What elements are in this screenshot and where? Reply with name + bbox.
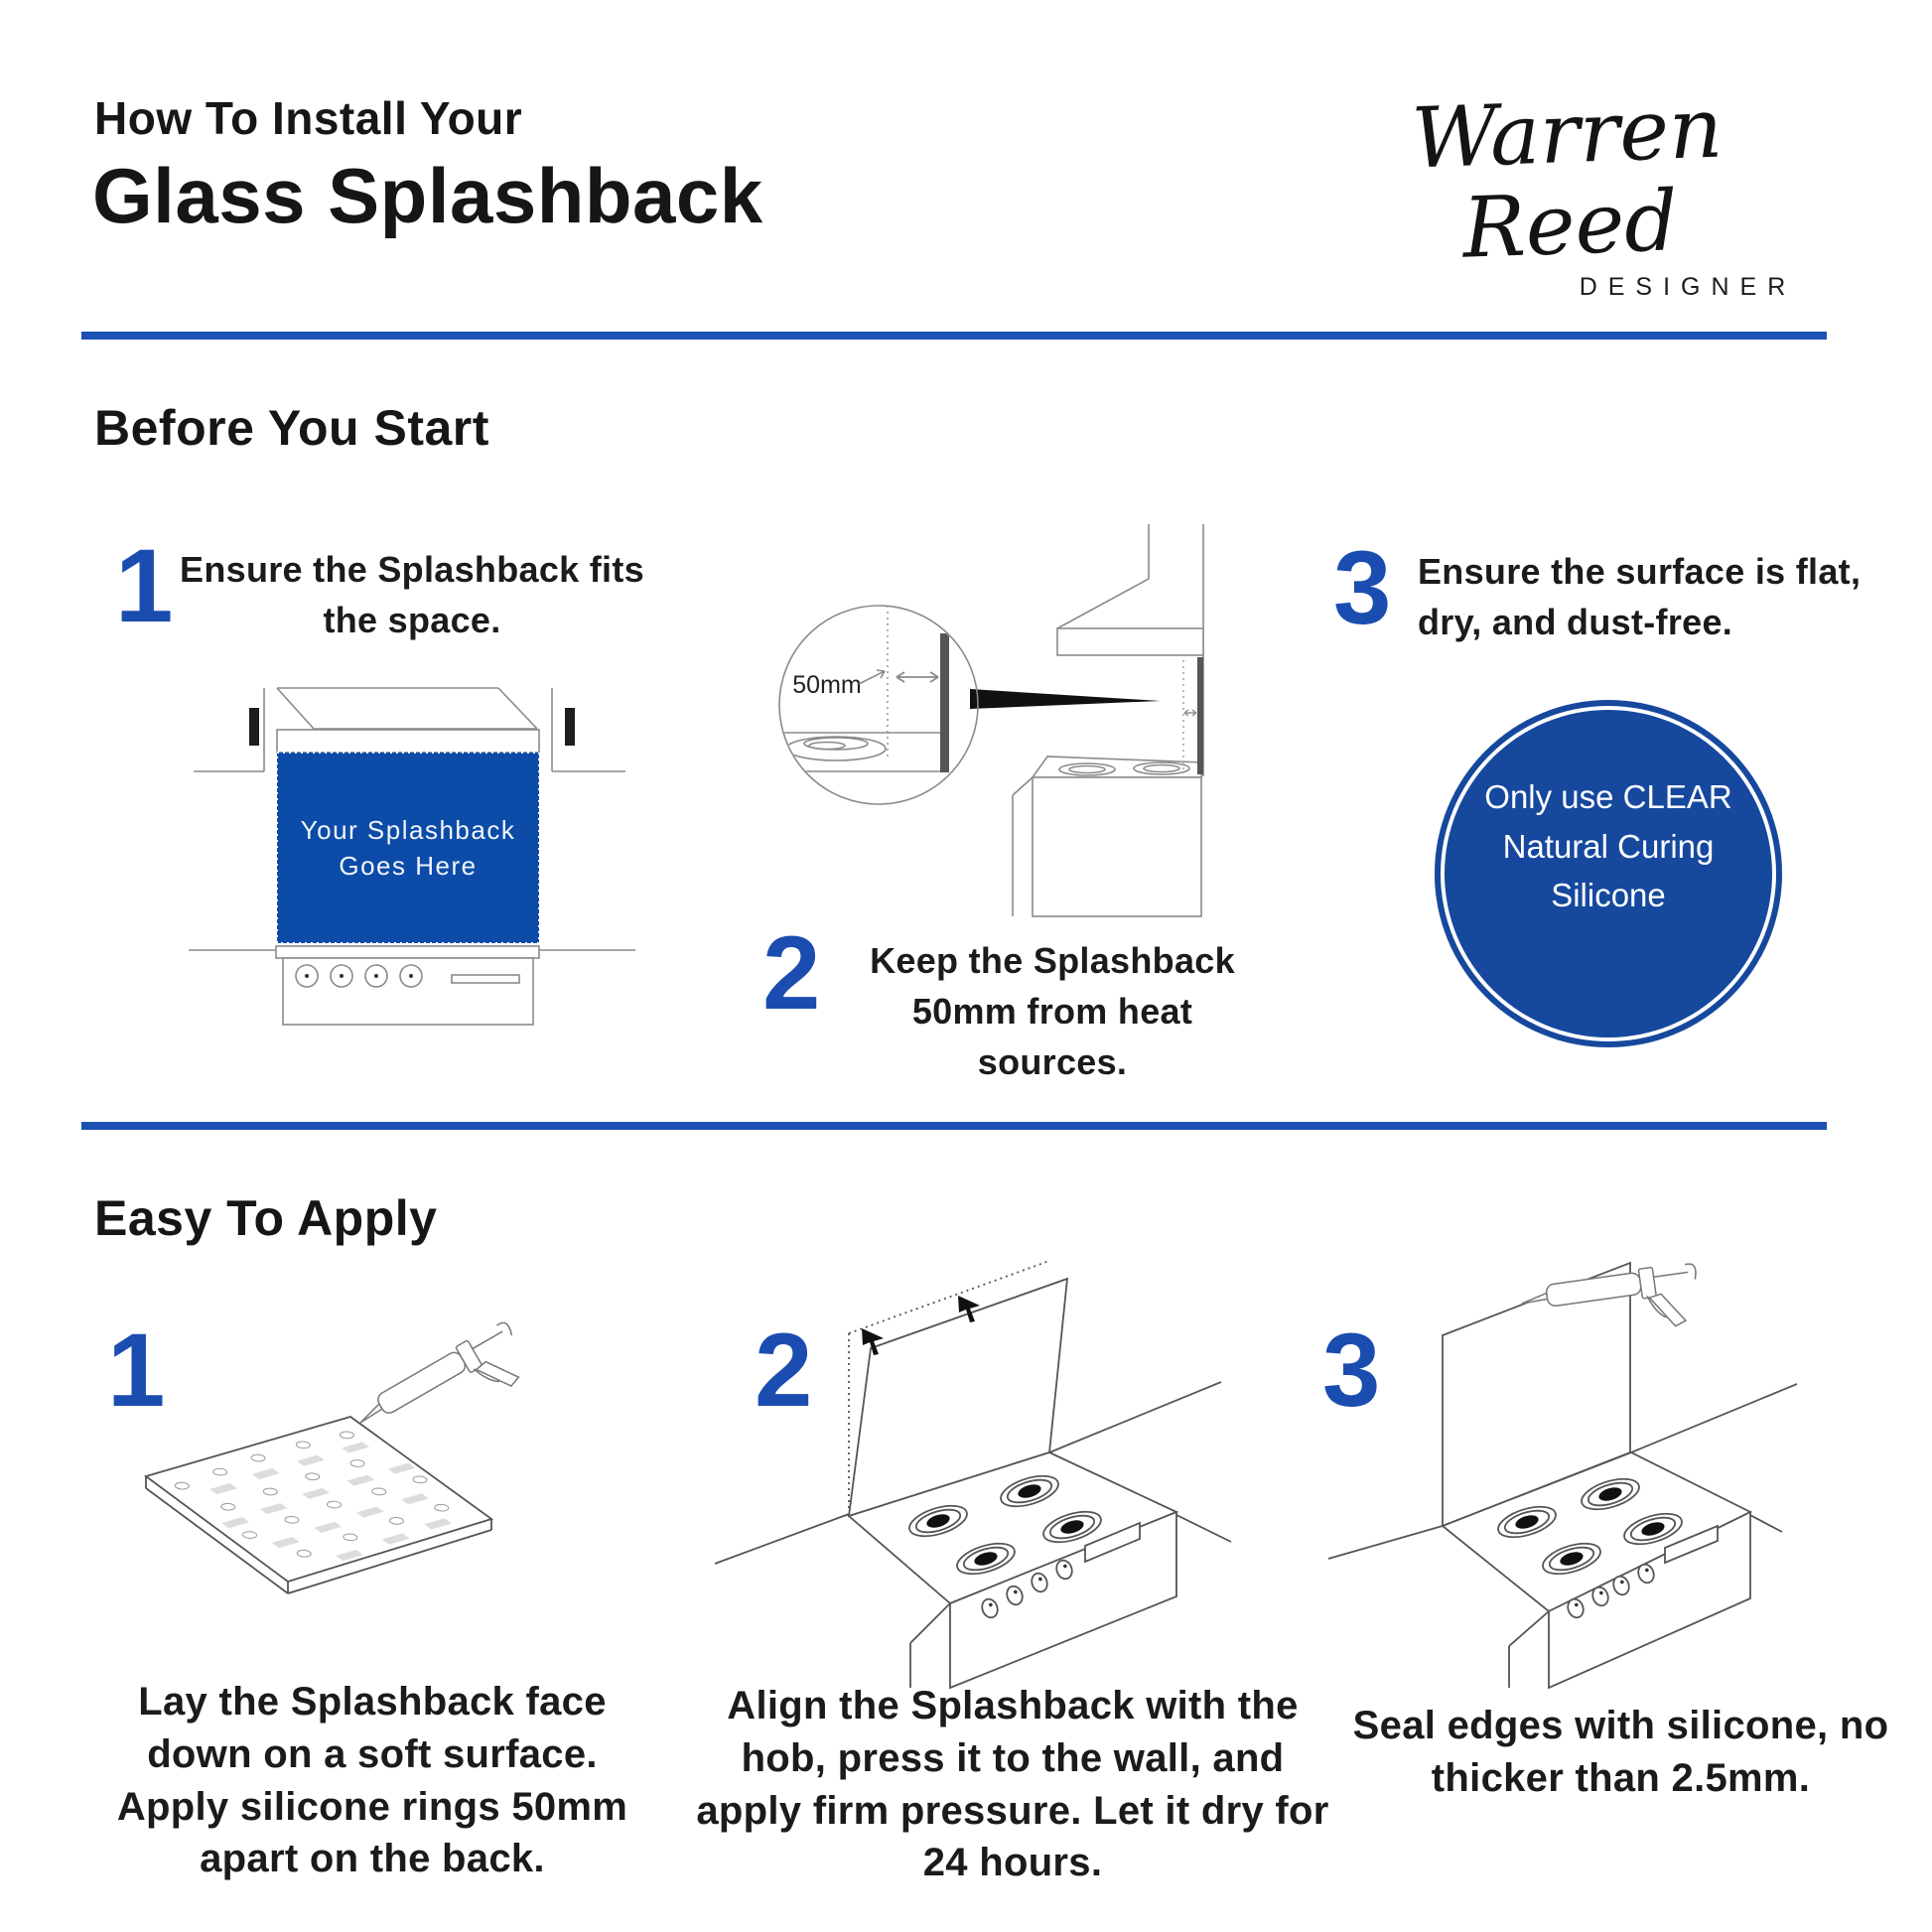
- apply-step1-number: 1: [107, 1312, 166, 1429]
- apply-step1-caption: Lay the Splashback face down on a soft surface. Apply silicone rings 50mm apart on the back.: [116, 1680, 628, 1881]
- callout-wedge: [970, 689, 1161, 709]
- apply-step3-number: 3: [1322, 1312, 1381, 1429]
- apply-step2-caption: Align the Splashback with the hob, press it to the wall, and apply firm pressure. Let it dry for 24 hours.: [696, 1684, 1329, 1885]
- gap-arrow-small: [1184, 710, 1196, 716]
- divider-top: [81, 332, 1827, 340]
- before-step1-number: 1: [115, 528, 174, 644]
- splashback-panel-label-wrap: [277, 753, 539, 943]
- splashback-edge-bar-right: [1197, 657, 1203, 774]
- brand-logo: [1301, 78, 1837, 302]
- before-step3-number: 3: [1333, 530, 1392, 646]
- page-title-line2: Glass Splashback: [92, 152, 763, 239]
- right-bracket-bar: [565, 708, 575, 746]
- diagram-50mm-clearance: [740, 506, 1296, 933]
- before-step3-text: Ensure the surface is flat, dry, and dust-free.: [1418, 551, 1862, 643]
- section-heading-apply: Easy To Apply: [94, 1190, 438, 1246]
- apply-step2-number: 2: [755, 1312, 813, 1429]
- measure-pointer-arrow: [859, 670, 885, 684]
- apply-step3-caption: Seal edges with silicone, no thicker than 2.5mm.: [1352, 1704, 1889, 1800]
- before-step1-text: Ensure the Splashback fits the space.: [180, 549, 644, 641]
- diagram-seal-edges: [1320, 1251, 1906, 1688]
- diagram-align-splashback: [695, 1261, 1271, 1688]
- measure-label: 50mm: [792, 671, 862, 699]
- silicone-note-text: Only use CLEAR Natural Curing Silicone: [1484, 778, 1732, 914]
- silicone-note-badge: [1435, 700, 1782, 1047]
- before-step2-number: 2: [762, 915, 821, 1032]
- gap-arrow: [897, 672, 938, 682]
- brand-logo-subtitle: DESIGNER: [1579, 272, 1797, 301]
- divider-middle: [81, 1122, 1827, 1130]
- diagram-silicone-rings: [139, 1330, 635, 1658]
- left-bracket-bar: [249, 708, 259, 746]
- brand-logo-script: Warren Reed: [1410, 78, 1725, 278]
- page-title-line1: How To Install Your: [94, 92, 523, 144]
- before-step2-text: Keep the Splashback 50mm from heat sources.: [870, 940, 1235, 1083]
- splashback-panel-label: Your Splashback Goes Here: [300, 814, 516, 881]
- section-heading-before: Before You Start: [94, 400, 489, 456]
- splashback-edge-bar: [940, 633, 949, 772]
